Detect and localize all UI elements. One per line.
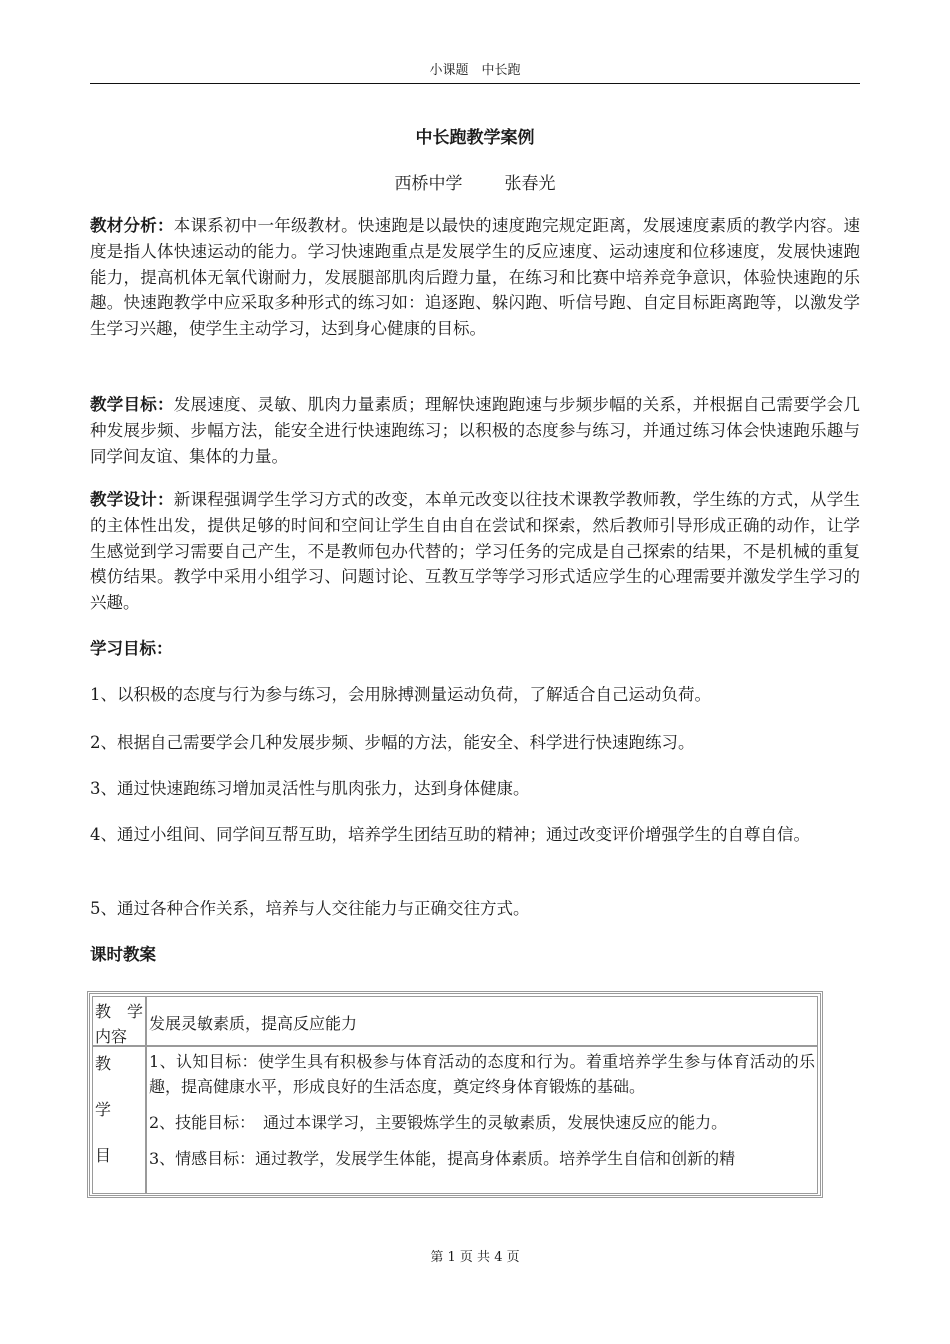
objectives-label: 教学目标： [90,395,174,414]
objectives-paragraph [90,392,860,469]
learning-goal-item: 3、通过快速跑练习增加灵活性与肌肉张力，达到身体健康。 [90,779,530,798]
objectives-text: 发展速度、灵敏、肌肉力量素质；理解快速跑跑速与步频步幅的关系，并根据自己需要学会几种发展步频、步幅方法，能安全进行快速跑练习；以积极的态度参与练习，并通过练习体会快速跑乐趣与同学间友谊、集体的力量。 [90,395,861,466]
author-name: 张春光 [504,174,556,194]
learning-goal-item: 1、以积极的态度与行为参与练习，会用脉搏测量运动负荷，了解适合自己运动负荷。 [90,685,711,704]
table-cell-teaching-goals [146,1046,818,1194]
learning-goal-item: 5、通过各种合作关系，培养与人交往能力与正确交往方式。 [90,899,530,918]
lesson-plan-heading: 课时教案 [90,945,156,964]
school-name: 西桥中学 [394,174,463,194]
page-footer: 第 1 页 共 4 页 [430,1250,520,1265]
table-cell-teaching-content-label: 教 学 内容 [92,996,146,1046]
lesson-plan-table [87,991,823,1198]
design-text: 新课程强调学生学习方式的改变，本单元改变以往技术课教学教师教，学生练的方式，从学生的主体性出发，提供足够的时间和空间让学生自由自在尝试和探索，然后教师引导形成正确的动作，让学生感觉到学习需要自己产生，不是教师包办代替的；学习任务的完成是自己探索的结果，不是机械的重复模仿结果。教学中采用小组学习、问题讨论、互教互学等学习形式适应学生的心理需要并激发学生学习的兴趣。 [90,490,861,613]
goal-cognitive: 1、认知目标：使学生具有积极参与体育活动的态度和行为。着重培养学生参与体育活动的乐趣，提高健康水平，形成良好的生活态度，奠定终身体育锻炼的基础。 [149,1052,815,1096]
goal-skill: 2、技能目标： 通过本课学习，主要锻炼学生的灵敏素质，发展快速反应的能力。 [149,1113,728,1132]
header-divider [90,83,860,84]
table-cell-teaching-content: 发展灵敏素质，提高反应能力 [146,996,818,1046]
learning-goal-item: 4、通过小组间、同学间互帮互助，培养学生团结互助的精神；通过改变评价增强学生的自尊自信。 [90,825,810,844]
table-cell-teaching-goals-label: 教 学 目 [92,1046,146,1194]
analysis-paragraph [90,213,860,342]
document-title: 中长跑教学案例 [415,128,535,148]
analysis-text: 本课系初中一年级教材。快速跑是以最快的速度跑完规定距离，发展速度素质的教学内容。速度是指人体快速运动的能力。学习快速跑重点是发展学生的反应速度、运动速度和位移速度，发展快速跑能力，提高机体无氧代谢耐力，发展腿部肌肉后蹬力量，在练习和比赛中培养竞争意识，体验快速跑的乐趣。快速跑教学中应采取多种形式的练习如：追逐跑、躲闪跑、听信号跑、自定目标距离跑等，以激发学生学习兴趣，使学生主动学习，达到身心健康的目标。 [90,216,861,339]
goal-emotional: 3、情感目标：通过教学，发展学生体能，提高身体素质。培养学生自信和创新的精 [149,1149,736,1168]
analysis-label: 教材分析： [90,216,174,235]
design-label: 教学设计： [90,490,174,509]
byline [90,172,860,196]
design-paragraph [90,487,860,616]
learning-goal-item: 2、根据自己需要学会几种发展步频、步幅的方法，能安全、科学进行快速跑练习。 [90,733,695,752]
learning-goals-heading: 学习目标： [90,639,173,658]
page-header: 小课题 中长跑 [429,63,521,78]
